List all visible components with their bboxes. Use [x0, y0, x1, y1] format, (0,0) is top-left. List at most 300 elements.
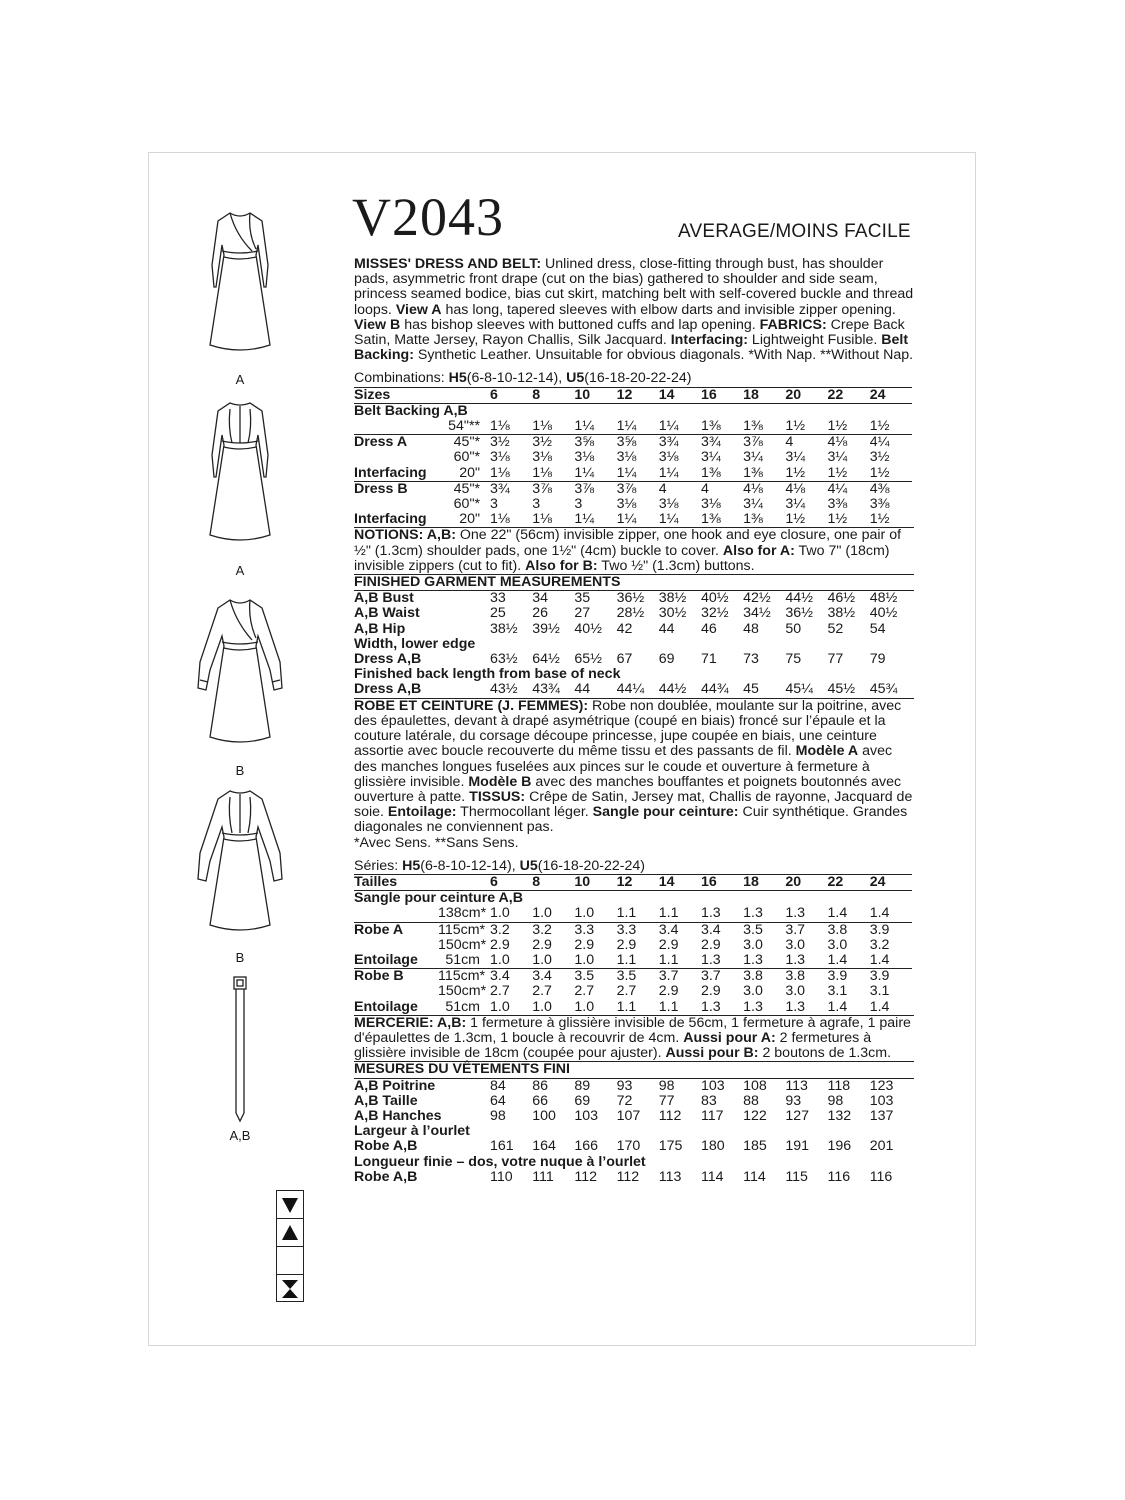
size-header-cell: 10	[574, 387, 616, 403]
yardage-value: 1.1	[658, 951, 679, 968]
yardage-value: 3.1	[869, 983, 890, 1000]
measurement-row	[354, 1109, 912, 1124]
measurement-label: A,B Hanches	[354, 1107, 442, 1124]
measurement-row	[354, 1079, 912, 1094]
measurement-value: 54	[869, 620, 886, 637]
yardage-value: 1.4	[869, 951, 890, 968]
measurement-value: 122	[743, 1107, 767, 1124]
size-header-cell: 8	[532, 387, 574, 403]
yardage-value: 1½	[785, 418, 806, 435]
yardage-row	[354, 922, 912, 938]
measurement-label: A,B Poitrine	[354, 1077, 436, 1094]
yardage-row	[354, 450, 912, 465]
yardage-value: 3	[490, 496, 498, 513]
measurement-value: 180	[700, 1138, 725, 1155]
yardage-value: 3⅞	[574, 481, 616, 497]
yardage-value: 1½	[869, 418, 890, 435]
en-description: MISSES' DRESS AND BELT: Unlined dress, close-fitting through bust, has shoulder pads, asymmetric front drape (cut on the bias) gathered to shoulder and side seam, princess seamed bodice, bias cut skirt, matching belt with self-covered buckle and thread loops. View A has long, tapered sleeves with elbow darts and invisible zipper opening. View B has bishop sleeves with buttoned cuffs and lap opening. FABRICS: Crepe Back Satin, Matte Jersey, Rayon Challis, Silk Jacquard. Interfacing: Lightweight Fusible. Belt Backing: Synthetic Leather. Unsuitable for obvious diagonals. *With Nap. **Without Nap.	[354, 256, 914, 364]
figure-label: B	[235, 950, 245, 965]
en-finished-table	[354, 591, 912, 697]
yardage-value: 3.8	[828, 922, 870, 938]
yardage-value: 4	[659, 481, 701, 497]
yardage-value: 1.3	[785, 905, 806, 922]
yardage-value: 1¼	[658, 464, 679, 481]
yardage-value: 3.0	[785, 983, 806, 1000]
fr-yardage-table	[354, 874, 912, 1015]
dress-a-front-drawing	[200, 205, 280, 370]
measurement-value: 75	[785, 651, 802, 668]
yardage-value: 1.0	[574, 951, 595, 968]
yardage-row	[354, 403, 912, 419]
yardage-value: 1⅛	[532, 511, 552, 528]
pattern-content	[354, 257, 914, 1185]
yardage-value: 2.9	[700, 983, 721, 1000]
measurement-label: A,B Waist	[354, 605, 420, 622]
measurement-label: A,B Taille	[354, 1092, 418, 1109]
yardage-value: 3.7	[701, 969, 743, 985]
fabric-width: 54"**	[448, 418, 481, 435]
yardage-value: 2.7	[574, 983, 595, 1000]
measurement-value: 112	[616, 1168, 640, 1185]
yardage-value: 1⅛	[532, 418, 552, 435]
yardage-value: 1⅜	[700, 418, 721, 435]
size-header-cell: 16	[701, 387, 743, 403]
fr-finished-title: MESURES DU VÊTEMENTS FINI	[354, 1061, 914, 1078]
yardage-value: 2.7	[490, 983, 510, 1000]
measurement-value: 44	[658, 620, 675, 637]
hourglass-icon	[281, 1279, 299, 1299]
fabric-width: 60"*	[453, 496, 481, 513]
yardage-value: 1.0	[532, 905, 552, 922]
yardage-value: 3⅛	[658, 496, 679, 513]
measurement-value: 44¾	[700, 681, 729, 698]
yardage-value: 4¼	[828, 481, 870, 497]
yardage-value: 1.1	[658, 905, 679, 922]
yardage-value: 3½	[490, 435, 532, 451]
yardage-value: 1.4	[827, 951, 848, 968]
yardage-value: 3.2	[869, 936, 890, 953]
fabric-width: 20"	[459, 511, 481, 528]
yardage-value: 2.9	[700, 936, 721, 953]
yardage-row-label: Robe B	[354, 969, 438, 985]
measurement-value: 36½	[785, 605, 813, 622]
spacer-cell	[438, 1109, 490, 1124]
yardage-row-label: Entoilage	[354, 998, 418, 1015]
measurement-value: 40½	[574, 620, 603, 637]
measurement-label: Dress A,B	[354, 681, 422, 698]
size-header-cell: 24	[870, 874, 912, 890]
yardage-value: 4⅛	[743, 481, 785, 497]
yardage-row-label: Interfacing	[354, 511, 427, 528]
yardage-value: 1.3	[700, 951, 721, 968]
measurement-value: 164	[532, 1138, 556, 1155]
yardage-value: 3.9	[870, 922, 912, 938]
measurement-value: 26	[532, 605, 548, 622]
fabric-width: 20"	[459, 464, 481, 481]
yardage-value: 1.3	[700, 998, 721, 1015]
measurement-value: 110	[490, 1168, 513, 1185]
measurement-label: A,B Bust	[354, 590, 414, 607]
yardage-value: 1⅜	[743, 464, 763, 481]
measurement-value: 112	[574, 1168, 598, 1185]
size-header-cell: 10	[574, 874, 616, 890]
yardage-value: 3⅛	[616, 496, 637, 513]
measurement-value: 114	[743, 1168, 766, 1185]
measurement-value: 132	[827, 1107, 852, 1124]
yardage-value: 1.4	[827, 998, 848, 1015]
yardage-value: 1¼	[574, 511, 595, 528]
yardage-value: 1¼	[616, 418, 637, 435]
fr-description: ROBE ET CEINTURE (J. FEMMES): Robe non doublée, moulante sur la poitrine, avec des épaulettes, devant à drapé asymétrique (coupé en biais) froncé sur l’épaule et la couture latérale, du corsage découpe princesse, jupe coupée en biais, une ceinture assortie avec boucle recouverte du même tissu et des passants de fil. Modèle A avec des manches longues fuselées aux pinces sur le coude et ouverture à fermeture à glissière invisible. Modèle B avec des manches bouffantes et poignets boutonnés avec ouverture à patte. TISSUS: Crêpe de Satin, Jersey mat, Challis de rayonne, Jacquard de soie. Entoilage: Thermocollant léger. Sangle pour ceinture: Cuir synthétique. Grandes diagonales ne conviennent pas. *Avec Sens. **Sans Sens.	[354, 697, 913, 851]
yardage-value: 1.3	[785, 998, 806, 1015]
measurement-label: Dress A,B	[354, 651, 422, 668]
measurement-row	[354, 606, 912, 621]
yardage-value: 3.9	[828, 969, 870, 985]
size-header-cell: 22	[828, 874, 870, 890]
yardage-value: 3.7	[659, 969, 701, 985]
yardage-value: 1½	[785, 511, 806, 528]
measurement-value: 115	[785, 1168, 808, 1185]
yardage-value: 3.8	[743, 969, 785, 985]
size-header-cell: 24	[870, 387, 912, 403]
measurement-value: 45½	[827, 681, 856, 698]
yardage-value: 1½	[827, 511, 848, 528]
figure-label: A	[235, 372, 245, 387]
yardage-value: 1.0	[490, 905, 510, 922]
spacer-cell	[438, 682, 490, 697]
measurement-value: 170	[616, 1138, 641, 1155]
size-header-row	[354, 387, 912, 403]
measurement-value: 40½	[700, 590, 729, 607]
yardage-value: 1.3	[743, 951, 763, 968]
measurement-value: 34	[532, 590, 548, 607]
yardage-value: 1.4	[869, 998, 890, 1015]
yardage-row-label: Robe A	[354, 922, 438, 938]
yardage-value: 3.4	[659, 922, 701, 938]
measurement-row	[354, 1094, 912, 1109]
measurement-value: 45¼	[785, 681, 813, 698]
measurement-value: 52	[827, 620, 844, 637]
yardage-value: 3.2	[490, 922, 532, 938]
yardage-value: 3	[574, 496, 583, 513]
yardage-value: 1½	[785, 464, 806, 481]
measurement-value: 175	[658, 1138, 683, 1155]
yardage-value: 3	[532, 496, 541, 513]
measurement-value: 123	[869, 1077, 894, 1094]
yardage-value: 3½	[869, 449, 890, 466]
measurement-value: 112	[658, 1107, 682, 1124]
measurement-value: 46	[700, 620, 717, 637]
yardage-row	[354, 466, 912, 482]
measurement-value: 42½	[743, 590, 771, 607]
yardage-group-label: Belt Backing A,B	[354, 402, 468, 419]
yardage-value: 1.3	[743, 998, 763, 1015]
measurement-value: 42	[616, 620, 633, 637]
measurement-value: 45	[743, 681, 759, 698]
measurement-value: 84	[490, 1077, 506, 1094]
layout-symbols-box	[276, 1190, 304, 1302]
yardage-value: 3⅞	[532, 481, 574, 497]
fabric-width: 115cm*	[438, 969, 490, 985]
yardage-value: 3⅛	[574, 449, 595, 466]
size-header-cell: 20	[785, 387, 827, 403]
yardage-value: 1.1	[616, 998, 637, 1015]
fr-notions: MERCERIE: A,B: 1 fermeture à glissière invisible de 56cm, 1 fermeture à agrafe, 1 paire d'épaulettes de 1.3cm, 1 boucle à recouvrir de 4cm. Aussi pour A: 2 fermetures à glissière invisible de 18cm (coupée pour ajuster). Aussi pour B: 2 boutons de 1.3cm.	[354, 1015, 914, 1062]
measurement-value: 127	[785, 1107, 809, 1124]
spacer-cell	[438, 874, 490, 890]
size-header-cell: 18	[743, 387, 785, 403]
yardage-value: 3⅞	[743, 435, 785, 451]
yardage-value: 2.9	[490, 936, 510, 953]
measurement-value: 191	[785, 1138, 809, 1155]
yardage-value: 1¼	[616, 464, 637, 481]
yardage-value: 3¼	[743, 496, 763, 513]
yardage-value: 3¼	[700, 449, 721, 466]
yardage-value: 2.7	[532, 983, 552, 1000]
yardage-value: 3¾	[659, 435, 701, 451]
measurement-row	[354, 667, 912, 682]
yardage-row-label	[354, 906, 438, 922]
yardage-row	[354, 906, 912, 922]
yardage-row	[354, 984, 912, 999]
yardage-value: 3.0	[743, 983, 763, 1000]
yardage-value: 1¼	[658, 511, 679, 528]
yardage-value: 3.0	[785, 936, 806, 953]
yardage-value: 3⅛	[490, 449, 510, 466]
measurement-group-label: Finished back length from base of neck	[354, 666, 621, 683]
measurement-value: 46½	[827, 590, 856, 607]
fabric-width: 51cm	[445, 998, 481, 1015]
en-combinations: Combinations: H5(6-8-10-12-14), U5(16-18-20-22-24)	[354, 370, 692, 387]
measurement-value: 108	[743, 1077, 767, 1094]
yardage-value: 1¼	[574, 464, 595, 481]
measurement-label: Robe A,B	[354, 1168, 418, 1185]
yardage-value: 3⅛	[616, 449, 637, 466]
yardage-value: 3.0	[827, 936, 848, 953]
yardage-value: 3.2	[532, 922, 574, 938]
yardage-value: 1¼	[658, 418, 679, 435]
yardage-row	[354, 497, 912, 512]
yardage-value: 1½	[869, 464, 890, 481]
measurement-value: 113	[785, 1077, 808, 1094]
measurement-value: 103	[869, 1092, 894, 1109]
yardage-value: 1½	[827, 418, 848, 435]
measurement-group-label: Longueur finie – dos, votre nuque à l’ourlet	[354, 1153, 646, 1170]
size-header-cell: 18	[743, 874, 785, 890]
fabric-width: 51cm	[445, 951, 481, 968]
measurement-value: 89	[574, 1077, 591, 1094]
yardage-value: 3¼	[743, 449, 763, 466]
measurement-value: 117	[700, 1107, 724, 1124]
difficulty-level: AVERAGE/MOINS FACILE	[678, 221, 911, 242]
yardage-value: 1.0	[532, 998, 552, 1015]
measurement-value: 69	[658, 651, 675, 668]
measurement-value: 40½	[869, 605, 898, 622]
fabric-width: 150cm*	[438, 983, 487, 1000]
yardage-value: 3¾	[490, 481, 532, 497]
measurement-value: 116	[869, 1168, 893, 1185]
size-header-label: Tailles	[354, 874, 438, 890]
measurement-value: 67	[616, 651, 633, 668]
measurement-value: 73	[743, 651, 759, 668]
measurement-value: 25	[490, 605, 506, 622]
yardage-value: 1½	[827, 464, 848, 481]
measurement-value: 196	[827, 1138, 852, 1155]
size-header-row	[354, 874, 912, 890]
yardage-value: 1.0	[574, 905, 595, 922]
measurement-row	[354, 622, 912, 637]
measurement-value: 103	[700, 1077, 725, 1094]
yardage-row-label: Dress B	[354, 481, 438, 497]
yardage-value: 4¼	[870, 435, 912, 451]
size-header-label: Sizes	[354, 387, 438, 403]
size-header-cell: 12	[617, 387, 659, 403]
measurement-value: 103	[574, 1107, 599, 1124]
yardage-group-label: Sangle pour ceinture A,B	[354, 890, 523, 907]
measurement-value: 50	[785, 620, 802, 637]
yardage-value: 1⅜	[743, 511, 763, 528]
yardage-value: 3⅛	[658, 449, 679, 466]
yardage-value: 2.9	[658, 983, 679, 1000]
size-header-cell: 14	[659, 387, 701, 403]
measurement-value: 98	[827, 1092, 844, 1109]
measurement-row	[354, 652, 912, 667]
yardage-row-label	[354, 419, 438, 435]
measurement-value: 93	[616, 1077, 633, 1094]
measurement-value: 44½	[658, 681, 687, 698]
measurement-value: 72	[616, 1092, 633, 1109]
yardage-value: 3.5	[617, 969, 659, 985]
measurement-value: 185	[743, 1138, 767, 1155]
spacer-cell	[438, 387, 490, 403]
belt-drawing	[228, 975, 252, 1125]
yardage-value: 1⅛	[532, 464, 552, 481]
yardage-value: 1.3	[785, 951, 806, 968]
measurement-value: 28½	[616, 605, 645, 622]
yardage-row-label: Dress A	[354, 435, 438, 451]
measurement-value: 98	[490, 1107, 506, 1124]
size-header-cell: 8	[532, 874, 574, 890]
yardage-value: 1⅛	[490, 511, 510, 528]
yardage-value: 4	[701, 481, 743, 497]
yardage-value: 3.0	[743, 936, 763, 953]
measurement-value: 44¼	[616, 681, 645, 698]
yardage-value: 1.4	[869, 905, 890, 922]
measurement-row	[354, 682, 912, 697]
measurement-value: 38½	[827, 605, 856, 622]
yardage-value: 1.0	[532, 951, 552, 968]
yardage-value: 3.3	[617, 922, 659, 938]
size-header-cell: 12	[617, 874, 659, 890]
spacer-cell	[438, 1139, 490, 1154]
yardage-row-label	[354, 450, 438, 465]
measurement-value: 116	[827, 1168, 851, 1185]
spacer-cell	[438, 1079, 490, 1094]
measurement-value: 64½	[532, 651, 560, 668]
yardage-value: 3.4	[532, 969, 574, 985]
yardage-value: 2.9	[658, 936, 679, 953]
en-yardage-table	[354, 387, 912, 528]
spacer-cell	[438, 606, 490, 621]
measurement-value: 93	[785, 1092, 802, 1109]
measurement-row	[354, 591, 912, 606]
measurement-label: A,B Hip	[354, 620, 406, 637]
yardage-row	[354, 1000, 912, 1015]
yardage-value: 3⅛	[532, 449, 552, 466]
measurement-value: 79	[869, 651, 886, 668]
spacer-cell	[438, 622, 490, 637]
measurement-row	[354, 1124, 912, 1139]
yardage-value: 1.0	[574, 998, 595, 1015]
spacer-cell	[438, 591, 490, 606]
measurement-value: 86	[532, 1077, 548, 1094]
measurement-value: 27	[574, 605, 591, 622]
yardage-value: 1¼	[616, 511, 637, 528]
yardage-value: 3⅜	[869, 496, 890, 513]
measurement-value: 166	[574, 1138, 599, 1155]
yardage-row	[354, 953, 912, 969]
yardage-value: 4⅛	[785, 481, 827, 497]
yardage-value: 3¼	[827, 449, 848, 466]
yardage-value: 2.9	[616, 936, 637, 953]
measurement-value: 137	[869, 1107, 894, 1124]
measurement-value: 65½	[574, 651, 603, 668]
figure-label: A,B	[229, 1128, 251, 1143]
yardage-row	[354, 419, 912, 435]
yardage-value: 3.8	[785, 969, 827, 985]
size-header-cell: 16	[701, 874, 743, 890]
fr-combinations: Séries: H5(6-8-10-12-14), U5(16-18-20-22-24)	[354, 857, 646, 874]
measurement-value: 107	[616, 1107, 641, 1124]
yardage-value: 1.1	[616, 951, 637, 968]
en-notions: NOTIONS: A,B: One 22" (56cm) invisible zipper, one hook and eye closure, one pair of ½" (1.3cm) shoulder pads, one 1½" (4cm) buckle to cover. Also for A: Two 7" (18cm) invisible zippers (cut to fit). Also for B: Two ½" (1.3cm) buttons.	[354, 527, 914, 574]
size-header-cell: 6	[490, 387, 532, 403]
measurement-value: 43½	[490, 681, 518, 698]
measurement-value: 114	[700, 1168, 724, 1185]
yardage-row	[354, 969, 912, 985]
fr-finished-table	[354, 1079, 912, 1185]
fabric-width: 45"*	[438, 481, 490, 497]
measurement-value: 201	[869, 1138, 894, 1155]
yardage-value: 1⅜	[743, 418, 763, 435]
measurement-value: 161	[490, 1138, 514, 1155]
yardage-value: 3⅝	[617, 435, 659, 451]
spacer-cell	[438, 1094, 490, 1109]
yardage-value: 3¼	[785, 496, 806, 513]
yardage-value: 2.9	[532, 936, 552, 953]
yardage-value: 3¾	[701, 435, 743, 451]
yardage-value: 1.0	[490, 951, 510, 968]
measurement-value: 39½	[532, 620, 560, 637]
fabric-width: 115cm*	[438, 922, 490, 938]
measurement-value: 45¾	[869, 681, 898, 698]
yardage-row	[354, 891, 912, 907]
measurement-value: 35	[574, 590, 591, 607]
measurement-value: 98	[658, 1077, 675, 1094]
dress-b-back-drawing	[190, 783, 290, 948]
yardage-value: 1.3	[743, 905, 763, 922]
measurement-label: Robe A,B	[354, 1138, 418, 1155]
yardage-row	[354, 481, 912, 497]
yardage-value: 3¼	[785, 449, 806, 466]
yardage-row-label: Entoilage	[354, 951, 418, 968]
yardage-value: 1⅜	[700, 511, 721, 528]
yardage-value: 3.5	[574, 969, 616, 985]
yardage-value: 3⅛	[700, 496, 721, 513]
measurement-value: 48	[743, 620, 759, 637]
measurement-row	[354, 1139, 912, 1154]
yardage-value: 2.7	[616, 983, 637, 1000]
